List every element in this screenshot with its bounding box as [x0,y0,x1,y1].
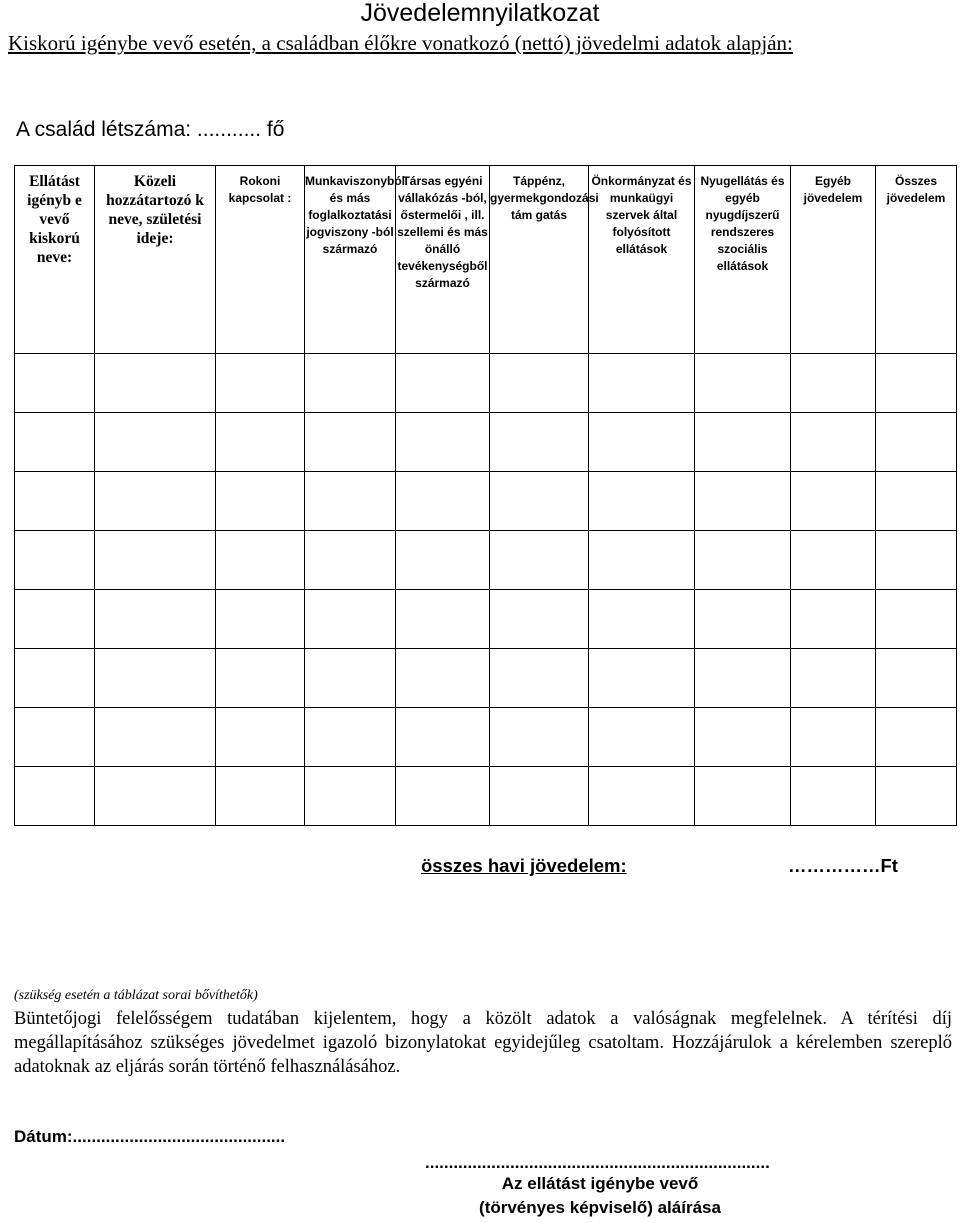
table-cell[interactable] [876,472,957,531]
table-cell[interactable] [876,531,957,590]
table-cell[interactable] [876,590,957,649]
table-cell[interactable] [396,590,490,649]
table-cell[interactable] [589,649,695,708]
table-cell[interactable] [791,649,876,708]
table-cell[interactable] [876,354,957,413]
table-row [15,590,957,649]
table-cell[interactable] [305,472,396,531]
table-cell[interactable] [490,590,589,649]
table-cell[interactable] [490,472,589,531]
table-cell[interactable] [695,472,791,531]
table-cell[interactable] [695,590,791,649]
declaration-text: Büntetőjogi felelősségem tudatában kijelentem, hogy a közölt adatok a valóságnak megfelelnek. A térítési díj megállapításához szükséges jövedelmet igazoló bizonylatokat egyidejűleg csatoltam. Hozzájárulok a kérelemben szereplő adatoknak az eljárás során történő felhasználásához. [14,1009,952,1077]
date-field: Dátum:............................................. [14,1127,286,1146]
table-cell[interactable] [95,708,216,767]
table-row [15,767,957,826]
table-cell[interactable] [695,649,791,708]
table-cell[interactable] [791,590,876,649]
header-relationship: Rokoni kapcsolat : [216,166,305,354]
table-cell[interactable] [490,413,589,472]
table-cell[interactable] [216,354,305,413]
table-cell[interactable] [490,708,589,767]
signature-subcaption: (törvényes képviselő) aláírása [479,1198,721,1217]
table-cell[interactable] [95,531,216,590]
table-cell[interactable] [876,708,957,767]
table-cell[interactable] [695,413,791,472]
table-extension-note: (szükség esetén a táblázat sorai bővíthetők) [14,988,258,1003]
table-cell[interactable] [305,413,396,472]
table-cell[interactable] [15,708,95,767]
table-cell[interactable] [695,354,791,413]
header-total-income: Összes jövedelem [876,166,957,354]
table-cell[interactable] [791,472,876,531]
table-cell[interactable] [791,767,876,826]
header-relative-name: Közeli hozzátartozó k neve, születési ideje: [95,166,216,354]
table-cell[interactable] [695,767,791,826]
table-row [15,531,957,590]
table-cell[interactable] [396,354,490,413]
table-cell[interactable] [216,649,305,708]
table-cell[interactable] [876,767,957,826]
table-cell[interactable] [15,767,95,826]
table-row [15,354,957,413]
table-cell[interactable] [396,531,490,590]
table-cell[interactable] [876,413,957,472]
header-pension: Nyugellátás és egyéb nyugdíjszerű rendszeres szociális ellátások [695,166,791,354]
table-cell[interactable] [396,649,490,708]
signature-caption: Az ellátást igénybe vevő [501,1174,699,1193]
table-cell[interactable] [216,472,305,531]
total-income-value: ……………Ft [788,855,898,876]
header-employment-income: Munkaviszonyból és más foglalkoztatási jogviszony -ból származó [305,166,396,354]
table-cell[interactable] [589,767,695,826]
table-row [15,413,957,472]
table-row [15,708,957,767]
table-cell[interactable] [95,649,216,708]
table-cell[interactable] [589,354,695,413]
header-municipal-benefits: Önkormányzat és munkaügyi szervek által folyósított ellátások [589,166,695,354]
table-cell[interactable] [216,590,305,649]
table-cell[interactable] [490,649,589,708]
table-cell[interactable] [216,413,305,472]
table-cell[interactable] [791,708,876,767]
header-minor-name: Ellátást igényb e vevő kiskorú neve: [15,166,95,354]
table-cell[interactable] [216,708,305,767]
table-cell[interactable] [15,649,95,708]
table-cell[interactable] [589,590,695,649]
family-size-field: A család létszáma: ........... fő [16,118,285,141]
table-cell[interactable] [305,649,396,708]
document-subtitle: Kiskorú igénybe vevő esetén, a családban élőkre vonatkozó (nettó) jövedelmi adatok alapján: [8,31,793,55]
table-cell[interactable] [15,590,95,649]
table-cell[interactable] [15,413,95,472]
table-cell[interactable] [95,767,216,826]
table-cell[interactable] [305,590,396,649]
header-other-income: Egyéb jövedelem [791,166,876,354]
table-cell[interactable] [15,472,95,531]
table-cell[interactable] [305,708,396,767]
table-cell[interactable] [95,590,216,649]
table-cell[interactable] [216,531,305,590]
table-cell[interactable] [95,354,216,413]
table-cell[interactable] [589,413,695,472]
signature-line: ......................................................................... [425,1153,770,1172]
table-cell[interactable] [15,531,95,590]
table-cell[interactable] [305,354,396,413]
table-cell[interactable] [396,413,490,472]
table-cell[interactable] [305,767,396,826]
header-sick-pay: Táppénz, gyermekgondozási tám gatás [490,166,589,354]
table-cell[interactable] [791,531,876,590]
header-business-income: Társas egyéni vállakózás -ból, őstermelői , ill. szellemi és más önálló tevékenységből származó [396,166,490,354]
table-cell[interactable] [95,472,216,531]
table-header-row [15,166,957,354]
table-cell[interactable] [490,767,589,826]
table-cell[interactable] [305,531,396,590]
table-cell[interactable] [876,649,957,708]
table-cell[interactable] [216,767,305,826]
table-cell[interactable] [396,472,490,531]
table-cell[interactable] [589,708,695,767]
table-cell[interactable] [589,472,695,531]
table-cell[interactable] [490,531,589,590]
table-cell[interactable] [396,708,490,767]
table-body [15,354,957,826]
table-cell[interactable] [695,708,791,767]
table-cell[interactable] [791,413,876,472]
table-cell[interactable] [396,767,490,826]
table-row [15,649,957,708]
table-cell[interactable] [15,354,95,413]
table-cell[interactable] [791,354,876,413]
table-cell[interactable] [589,531,695,590]
table-row [15,472,957,531]
income-table [14,165,957,826]
total-income-label: összes havi jövedelem: [421,855,627,876]
document-title: Jövedelemnyilatkozat [360,0,600,27]
table-cell[interactable] [490,354,589,413]
table-cell[interactable] [95,413,216,472]
table-cell[interactable] [695,531,791,590]
